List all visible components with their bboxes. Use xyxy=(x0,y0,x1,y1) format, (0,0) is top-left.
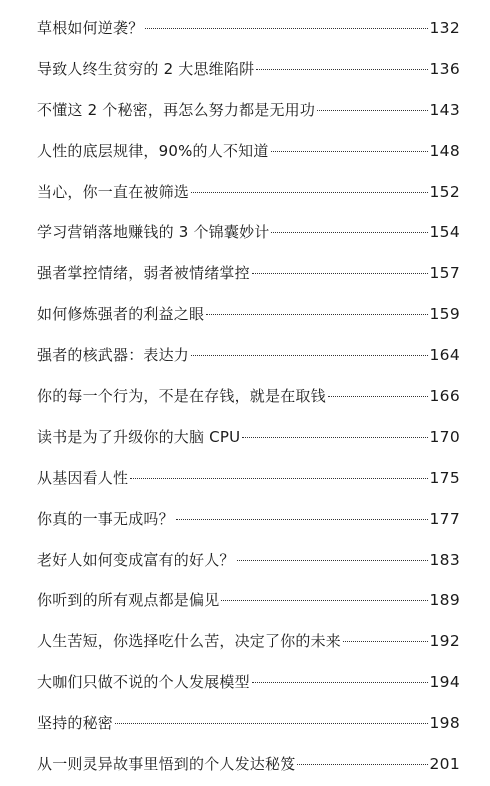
toc-entry-page: 148 xyxy=(429,141,460,160)
toc-entry-page: 177 xyxy=(429,509,460,528)
toc-entry-page: 166 xyxy=(429,387,460,406)
toc-entry-title: 强者的核武器：表达力 xyxy=(37,346,190,365)
toc-entry-page: 201 xyxy=(429,755,460,774)
toc-entry-title: 你听到的所有观点都是偏见 xyxy=(37,591,220,610)
toc-dot-leader xyxy=(328,396,428,397)
toc-entry-title: 大咖们只做不说的个人发展模型 xyxy=(37,673,250,692)
toc-entry-page: 164 xyxy=(429,346,460,365)
toc-entry-page: 194 xyxy=(429,673,460,692)
toc-entry-page: 183 xyxy=(429,550,460,569)
toc-entry-title: 学习营销落地赚钱的 3 个锦囊妙计 xyxy=(37,223,270,242)
toc-entry[interactable] xyxy=(37,335,460,376)
toc-dot-leader xyxy=(297,764,427,765)
toc-entry-title: 从基因看人性 xyxy=(37,468,129,487)
toc-entry-page: 143 xyxy=(429,100,460,119)
toc-dot-leader xyxy=(221,600,427,601)
toc-entry-title: 当心，你一直在被筛选 xyxy=(37,182,190,201)
toc-entry[interactable] xyxy=(37,662,460,703)
toc-entry-title: 不懂这 2 个秘密，再怎么努力都是无用功 xyxy=(37,100,316,119)
toc-entry-title: 人生苦短，你选择吃什么苦，决定了你的未来 xyxy=(37,632,342,651)
toc-entry-title: 你真的一事无成吗？ xyxy=(37,509,174,528)
toc-dot-leader xyxy=(252,273,428,274)
toc-dot-leader xyxy=(256,69,427,70)
toc-entry-page: 152 xyxy=(429,182,460,201)
toc-entry-page: 175 xyxy=(429,468,460,487)
toc-entry[interactable] xyxy=(37,294,460,335)
toc-dot-leader xyxy=(176,519,428,520)
toc-entry[interactable] xyxy=(37,90,460,131)
toc-entry[interactable] xyxy=(37,540,460,581)
toc-entry-page: 157 xyxy=(429,264,460,283)
toc-entry[interactable] xyxy=(37,212,460,253)
toc-dot-leader xyxy=(191,355,427,356)
toc-dot-leader xyxy=(130,478,427,479)
toc-entry[interactable] xyxy=(37,49,460,90)
toc-entry-title: 人性的底层规律，90%的人不知道 xyxy=(37,141,269,160)
toc-entry[interactable] xyxy=(37,499,460,540)
toc-entry[interactable] xyxy=(37,131,460,172)
toc-entry-page: 159 xyxy=(429,305,460,324)
toc-entry-page: 132 xyxy=(429,19,460,37)
toc-dot-leader xyxy=(145,28,427,29)
toc-entry-title: 你的每一个行为，不是在存钱，就是在取钱 xyxy=(37,387,326,406)
toc-entry-title: 导致人终生贫穷的 2 大思维陷阱 xyxy=(37,59,255,78)
toc-entry[interactable] xyxy=(37,580,460,621)
toc-entry-page: 136 xyxy=(429,59,460,78)
toc-dot-leader xyxy=(115,723,427,724)
toc-entry-page: 170 xyxy=(429,427,460,446)
toc-entry[interactable] xyxy=(37,621,460,662)
toc-entry[interactable] xyxy=(37,253,460,294)
toc-entry-page: 198 xyxy=(429,714,460,733)
toc-entry[interactable] xyxy=(37,703,460,744)
toc-entry-page: 154 xyxy=(429,223,460,242)
toc-entry[interactable] xyxy=(37,376,460,417)
toc-entry-title: 坚持的秘密 xyxy=(37,714,114,733)
toc-entry-title: 草根如何逆袭？ xyxy=(37,19,144,37)
toc-entry-page: 192 xyxy=(429,632,460,651)
toc-dot-leader xyxy=(271,232,427,233)
toc-entry[interactable] xyxy=(37,417,460,458)
toc-dot-leader xyxy=(252,682,428,683)
toc-dot-leader xyxy=(206,314,427,315)
toc-entry-page: 189 xyxy=(429,591,460,610)
toc-entry-title: 强者掌控情绪，弱者被情绪掌控 xyxy=(37,264,250,283)
toc-dot-leader xyxy=(237,560,428,561)
toc-entry-title: 读书是为了升级你的大脑 CPU xyxy=(37,427,241,446)
toc-dot-leader xyxy=(271,151,428,152)
toc-dot-leader xyxy=(317,110,427,111)
toc-dot-leader xyxy=(191,192,427,193)
toc-dot-leader xyxy=(343,641,427,642)
toc-entry-title: 从一则灵异故事里悟到的个人发达秘笈 xyxy=(37,755,296,774)
table-of-contents xyxy=(37,8,460,785)
toc-entry[interactable] xyxy=(37,458,460,499)
toc-entry-title: 老好人如何变成富有的好人？ xyxy=(37,550,235,569)
toc-dot-leader xyxy=(242,437,427,438)
toc-entry[interactable] xyxy=(37,8,460,49)
toc-entry[interactable] xyxy=(37,172,460,213)
toc-entry[interactable] xyxy=(37,744,460,785)
toc-entry-title: 如何修炼强者的利益之眼 xyxy=(37,305,205,324)
